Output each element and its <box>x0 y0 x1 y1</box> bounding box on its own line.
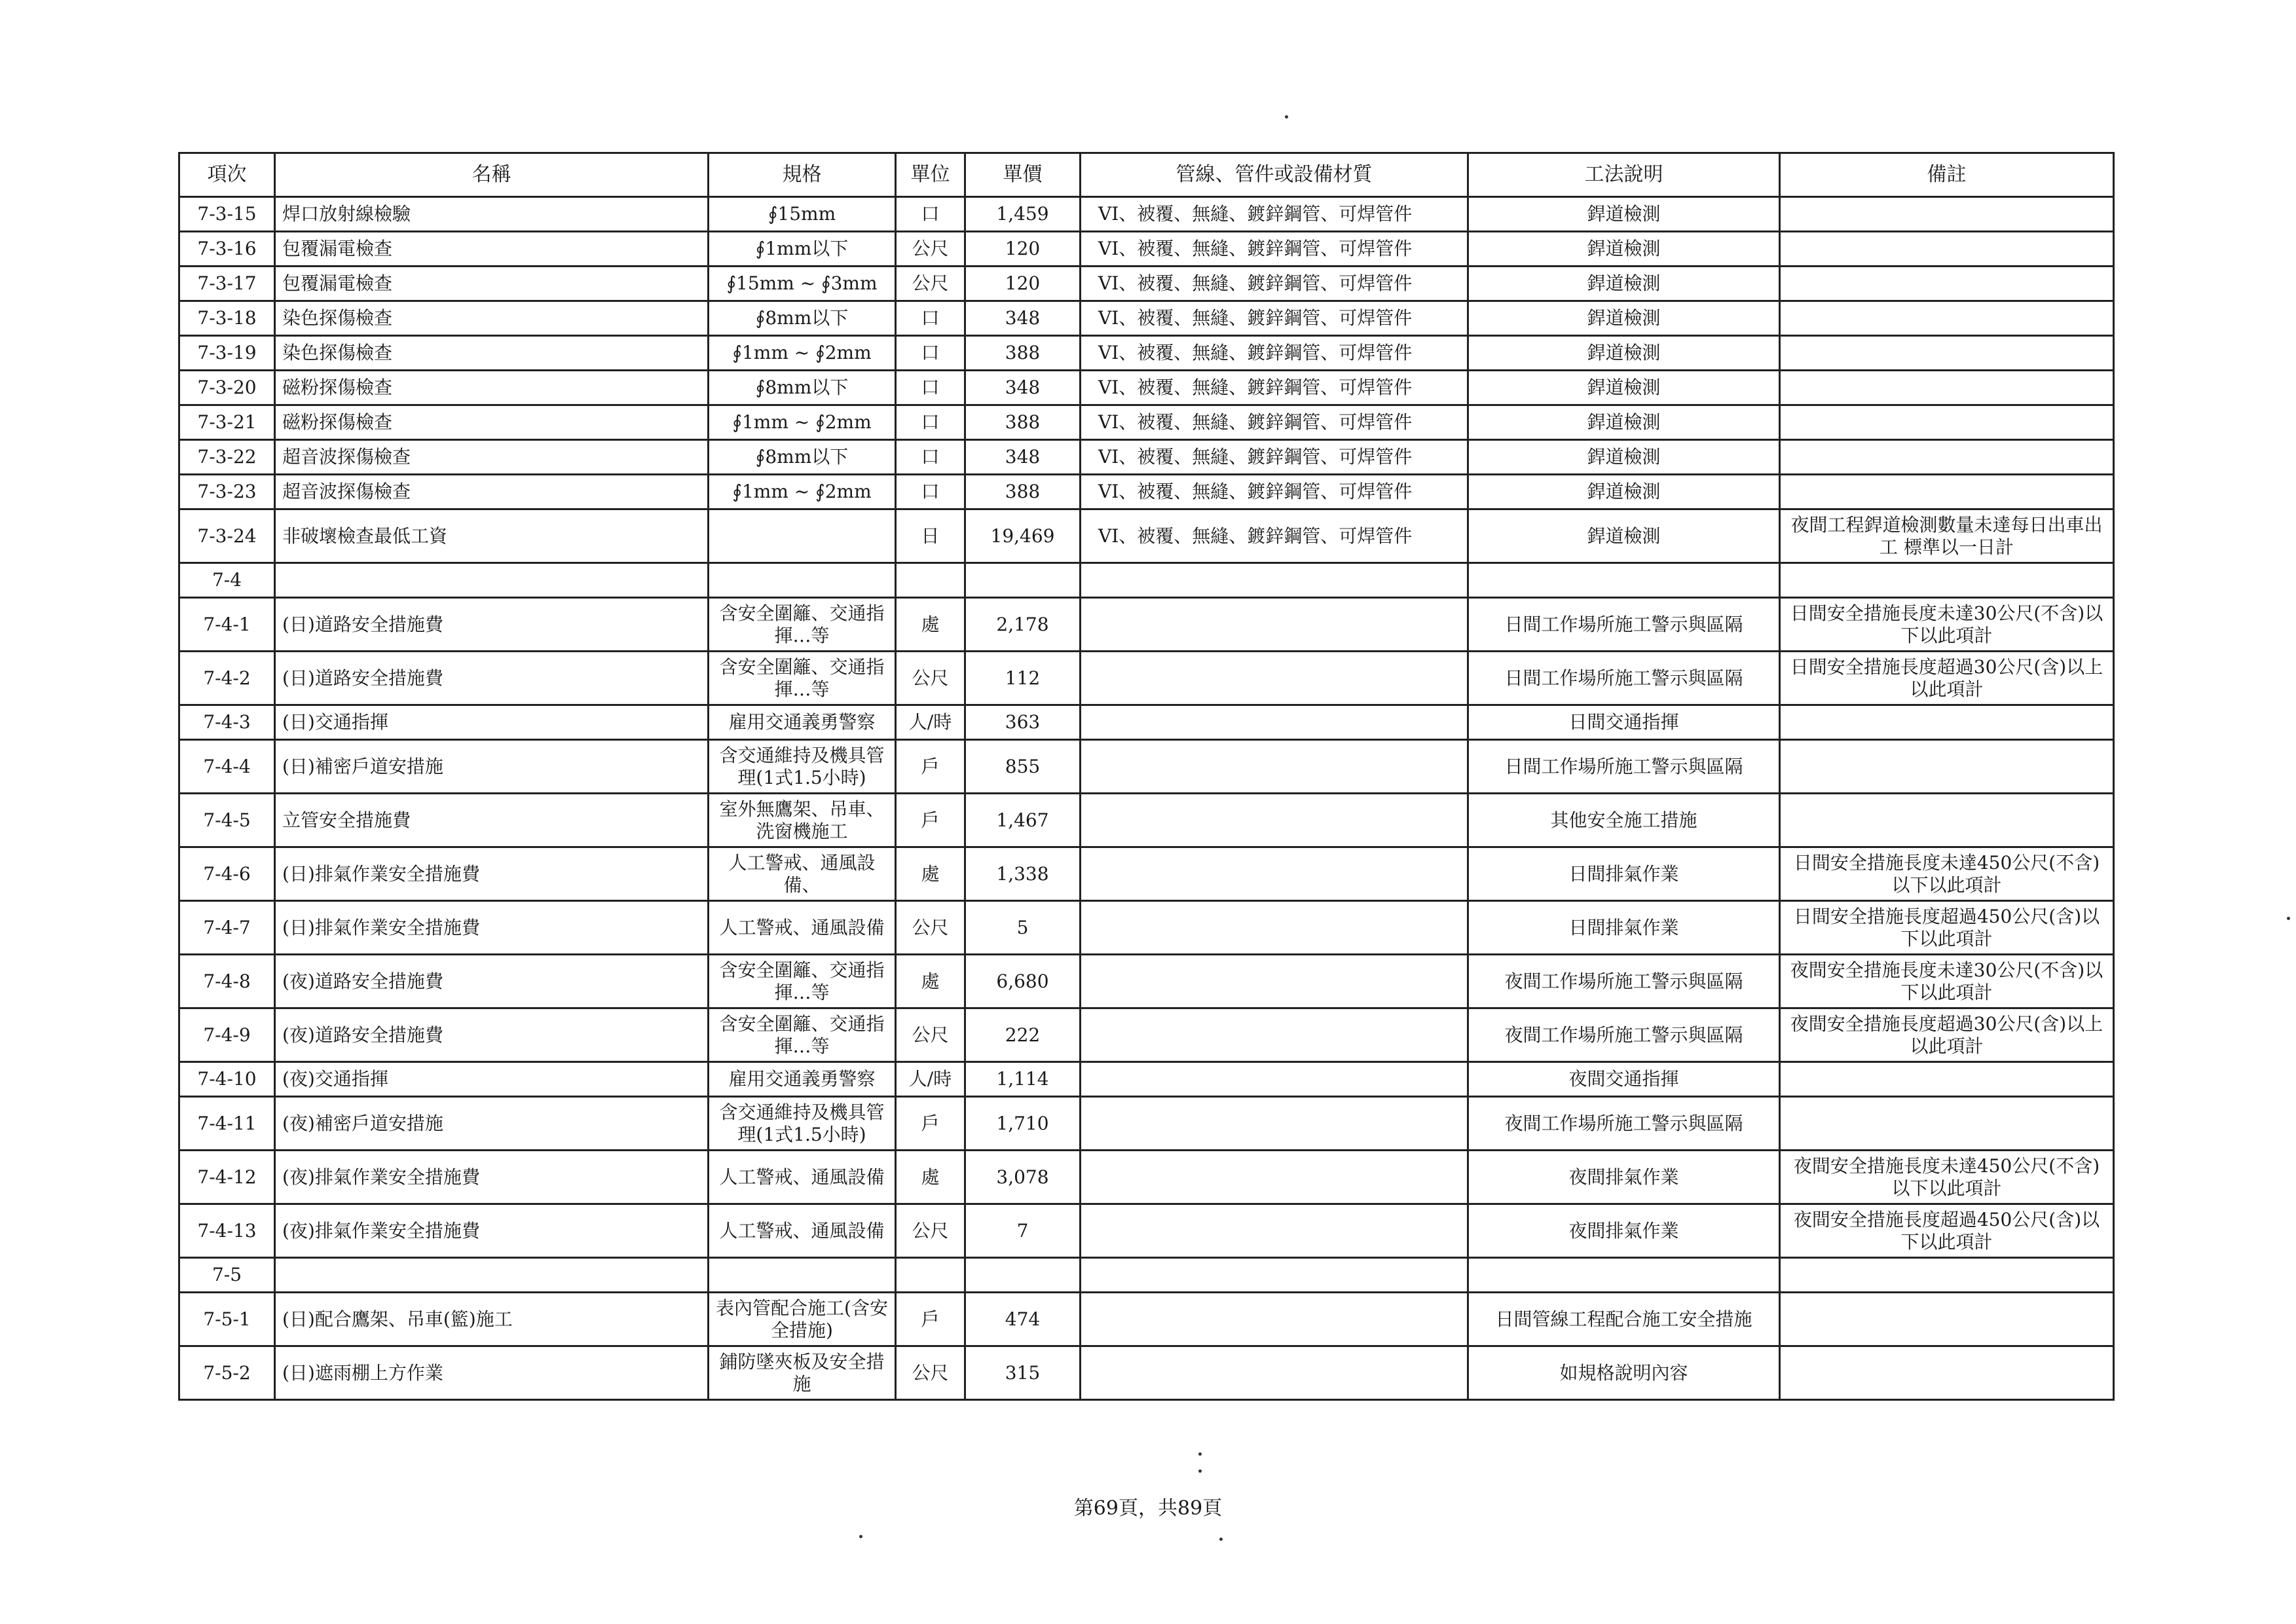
item-unit: 公尺 <box>896 1346 965 1400</box>
item-material <box>1081 740 1468 794</box>
item-method: 夜間交通指揮 <box>1468 1062 1780 1097</box>
item-material: VI、被覆、無縫、鍍鋅鋼管、可焊管件 <box>1081 405 1468 440</box>
item-method: 如規格說明內容 <box>1468 1346 1780 1400</box>
item-unit: 公尺 <box>896 232 965 267</box>
item-spec: 含安全圍籬、交通指揮…等 <box>709 652 896 705</box>
header-price: 單價 <box>965 153 1081 197</box>
item-spec: ∮15mm ~ ∮3mm <box>709 267 896 301</box>
page-number: 第69頁，共89頁 <box>1073 1497 1223 1520</box>
item-unit: 公尺 <box>896 1204 965 1258</box>
item-price: 112 <box>965 652 1081 705</box>
item-unit <box>896 1258 965 1293</box>
item-price: 1,338 <box>965 847 1081 901</box>
item-method: 銲道檢測 <box>1468 336 1780 371</box>
item-material: VI、被覆、無縫、鍍鋅鋼管、可焊管件 <box>1081 197 1468 232</box>
table-row <box>179 847 2114 901</box>
item-method: 日間工作場所施工警示與區隔 <box>1468 598 1780 652</box>
item-spec: 人工警戒、通風設備 <box>709 901 896 955</box>
item-unit: 公尺 <box>896 901 965 955</box>
item-price <box>965 563 1081 598</box>
header-unit: 單位 <box>896 153 965 197</box>
item-spec: 人工警戒、通風設備 <box>709 1204 896 1258</box>
item-method <box>1468 563 1780 598</box>
item-price: 388 <box>965 336 1081 371</box>
item-spec: 人工警戒、通風設備、 <box>709 847 896 901</box>
item-spec: ∮1mm ~ ∮2mm <box>709 475 896 509</box>
item-method: 日間交通指揮 <box>1468 705 1780 740</box>
item-note: 夜間安全措施長度超過450公尺(含)以下以此項計 <box>1780 1204 2114 1258</box>
item-note <box>1780 563 2114 598</box>
item-code: 7-5 <box>179 1258 275 1293</box>
item-method: 日間工作場所施工警示與區隔 <box>1468 740 1780 794</box>
item-name: (夜)交通指揮 <box>275 1062 709 1097</box>
item-price: 855 <box>965 740 1081 794</box>
item-code: 7-3-23 <box>179 475 275 509</box>
item-price: 315 <box>965 1346 1081 1400</box>
table-row <box>179 1097 2114 1151</box>
item-code: 7-3-17 <box>179 267 275 301</box>
item-code: 7-3-20 <box>179 371 275 405</box>
item-unit: 戶 <box>896 794 965 847</box>
item-code: 7-4-4 <box>179 740 275 794</box>
item-note <box>1780 440 2114 475</box>
item-material <box>1081 652 1468 705</box>
item-material <box>1081 1346 1468 1400</box>
item-price: 2,178 <box>965 598 1081 652</box>
item-code: 7-4-5 <box>179 794 275 847</box>
item-spec: 含安全圍籬、交通指揮…等 <box>709 598 896 652</box>
item-spec <box>709 509 896 563</box>
item-price: 388 <box>965 405 1081 440</box>
item-note: 夜間安全措施長度未達30公尺(不含)以下以此項計 <box>1780 955 2114 1008</box>
item-spec: 含交通維持及機具管理(1式1.5小時) <box>709 740 896 794</box>
item-unit: 口 <box>896 371 965 405</box>
item-price: 388 <box>965 475 1081 509</box>
item-material <box>1081 598 1468 652</box>
item-material <box>1081 1008 1468 1062</box>
header-name: 名稱 <box>275 153 709 197</box>
item-note: 日間安全措施長度超過30公尺(含)以上以此項計 <box>1780 652 2114 705</box>
scan-speck <box>1219 1538 1223 1541</box>
item-spec: ∮1mm以下 <box>709 232 896 267</box>
header-material: 管線、管件或設備材質 <box>1081 153 1468 197</box>
table-row <box>179 509 2114 563</box>
item-code: 7-5-2 <box>179 1346 275 1400</box>
item-name: (夜)道路安全措施費 <box>275 1008 709 1062</box>
item-method: 日間工作場所施工警示與區隔 <box>1468 652 1780 705</box>
item-note <box>1780 705 2114 740</box>
header-code: 項次 <box>179 153 275 197</box>
table-row <box>179 336 2114 371</box>
item-name: (夜)補密戶道安措施 <box>275 1097 709 1151</box>
item-material: VI、被覆、無縫、鍍鋅鋼管、可焊管件 <box>1081 232 1468 267</box>
item-material <box>1081 1204 1468 1258</box>
item-method: 銲道檢測 <box>1468 405 1780 440</box>
item-price: 6,680 <box>965 955 1081 1008</box>
item-name: 超音波探傷檢查 <box>275 440 709 475</box>
item-unit: 口 <box>896 475 965 509</box>
item-spec: ∮8mm以下 <box>709 371 896 405</box>
item-spec: ∮8mm以下 <box>709 440 896 475</box>
item-unit: 口 <box>896 405 965 440</box>
item-unit: 公尺 <box>896 1008 965 1062</box>
item-code: 7-3-16 <box>179 232 275 267</box>
item-material: VI、被覆、無縫、鍍鋅鋼管、可焊管件 <box>1081 267 1468 301</box>
table-row <box>179 1204 2114 1258</box>
item-name: (日)排氣作業安全措施費 <box>275 901 709 955</box>
item-material <box>1081 847 1468 901</box>
item-unit: 公尺 <box>896 652 965 705</box>
item-note: 日間安全措施長度超過450公尺(含)以下以此項計 <box>1780 901 2114 955</box>
item-name: 磁粉探傷檢查 <box>275 405 709 440</box>
item-price: 348 <box>965 440 1081 475</box>
item-unit: 人/時 <box>896 1062 965 1097</box>
item-code: 7-4-1 <box>179 598 275 652</box>
item-name <box>275 563 709 598</box>
table-row <box>179 1293 2114 1346</box>
table-body <box>179 197 2114 1400</box>
item-unit: 公尺 <box>896 267 965 301</box>
item-method: 銲道檢測 <box>1468 475 1780 509</box>
item-note <box>1780 267 2114 301</box>
item-method: 日間管線工程配合施工安全措施 <box>1468 1293 1780 1346</box>
item-material <box>1081 705 1468 740</box>
table-row <box>179 794 2114 847</box>
scan-speck <box>859 1535 862 1538</box>
header-spec: 規格 <box>709 153 896 197</box>
item-spec <box>709 1258 896 1293</box>
item-spec: 含安全圍籬、交通指揮…等 <box>709 1008 896 1062</box>
item-name: (夜)道路安全措施費 <box>275 955 709 1008</box>
item-spec: 含交通維持及機具管理(1式1.5小時) <box>709 1097 896 1151</box>
item-material: VI、被覆、無縫、鍍鋅鋼管、可焊管件 <box>1081 336 1468 371</box>
item-method: 日間排氣作業 <box>1468 901 1780 955</box>
item-unit: 戶 <box>896 1293 965 1346</box>
item-spec: 雇用交通義勇警察 <box>709 705 896 740</box>
item-material <box>1081 1258 1468 1293</box>
item-unit: 口 <box>896 336 965 371</box>
item-note: 夜間安全措施長度超過30公尺(含)以上以此項計 <box>1780 1008 2114 1062</box>
item-code: 7-4-12 <box>179 1151 275 1204</box>
item-method: 銲道檢測 <box>1468 371 1780 405</box>
table-row <box>179 405 2114 440</box>
item-name: 磁粉探傷檢查 <box>275 371 709 405</box>
table-row <box>179 267 2114 301</box>
item-note <box>1780 1293 2114 1346</box>
item-note: 日間安全措施長度未達30公尺(不含)以下以此項計 <box>1780 598 2114 652</box>
item-code: 7-4-7 <box>179 901 275 955</box>
table-row <box>179 232 2114 267</box>
item-name: 焊口放射線檢驗 <box>275 197 709 232</box>
item-unit: 日 <box>896 509 965 563</box>
item-price: 222 <box>965 1008 1081 1062</box>
item-code: 7-3-21 <box>179 405 275 440</box>
item-name: (夜)排氣作業安全措施費 <box>275 1151 709 1204</box>
item-name: (日)配合鷹架、吊車(籃)施工 <box>275 1293 709 1346</box>
table-row <box>179 371 2114 405</box>
item-note <box>1780 1062 2114 1097</box>
item-method: 夜間排氣作業 <box>1468 1204 1780 1258</box>
item-note <box>1780 794 2114 847</box>
item-price: 120 <box>965 267 1081 301</box>
item-unit: 處 <box>896 847 965 901</box>
item-code: 7-3-24 <box>179 509 275 563</box>
table-row <box>179 705 2114 740</box>
item-method: 其他安全施工措施 <box>1468 794 1780 847</box>
item-note <box>1780 371 2114 405</box>
item-material: VI、被覆、無縫、鍍鋅鋼管、可焊管件 <box>1081 509 1468 563</box>
table-row <box>179 740 2114 794</box>
table-row <box>179 197 2114 232</box>
item-name: (日)道路安全措施費 <box>275 652 709 705</box>
item-name: (日)道路安全措施費 <box>275 598 709 652</box>
item-method: 日間排氣作業 <box>1468 847 1780 901</box>
item-spec: ∮1mm ~ ∮2mm <box>709 336 896 371</box>
price-table-sheet <box>178 152 2115 1401</box>
item-code: 7-4-13 <box>179 1204 275 1258</box>
item-material: VI、被覆、無縫、鍍鋅鋼管、可焊管件 <box>1081 371 1468 405</box>
item-price: 474 <box>965 1293 1081 1346</box>
item-code: 7-3-22 <box>179 440 275 475</box>
item-spec: 含安全圍籬、交通指揮…等 <box>709 955 896 1008</box>
item-unit: 戶 <box>896 740 965 794</box>
item-method: 銲道檢測 <box>1468 509 1780 563</box>
item-method: 銲道檢測 <box>1468 267 1780 301</box>
item-unit: 口 <box>896 197 965 232</box>
item-spec: 人工警戒、通風設備 <box>709 1151 896 1204</box>
header-method: 工法說明 <box>1468 153 1780 197</box>
item-note <box>1780 1346 2114 1400</box>
item-unit: 人/時 <box>896 705 965 740</box>
item-price: 1,114 <box>965 1062 1081 1097</box>
item-method: 夜間工作場所施工警示與區隔 <box>1468 955 1780 1008</box>
item-method: 銲道檢測 <box>1468 301 1780 336</box>
table-row <box>179 652 2114 705</box>
table-row <box>179 1258 2114 1293</box>
item-spec <box>709 563 896 598</box>
item-code: 7-4-6 <box>179 847 275 901</box>
item-material <box>1081 1151 1468 1204</box>
table-row <box>179 955 2114 1008</box>
item-code: 7-4-9 <box>179 1008 275 1062</box>
unit-price-table <box>178 152 2115 1401</box>
item-spec: 室外無鷹架、吊車、洗窗機施工 <box>709 794 896 847</box>
table-row <box>179 1151 2114 1204</box>
table-row <box>179 475 2114 509</box>
item-price: 120 <box>965 232 1081 267</box>
table-row <box>179 1062 2114 1097</box>
item-material: VI、被覆、無縫、鍍鋅鋼管、可焊管件 <box>1081 475 1468 509</box>
item-price: 348 <box>965 371 1081 405</box>
item-unit <box>896 563 965 598</box>
item-spec: ∮1mm ~ ∮2mm <box>709 405 896 440</box>
item-name: 立管安全措施費 <box>275 794 709 847</box>
item-method: 銲道檢測 <box>1468 232 1780 267</box>
item-price: 5 <box>965 901 1081 955</box>
item-method: 夜間排氣作業 <box>1468 1151 1780 1204</box>
item-material: VI、被覆、無縫、鍍鋅鋼管、可焊管件 <box>1081 440 1468 475</box>
item-code: 7-4-11 <box>179 1097 275 1151</box>
item-name: (日)補密戶道安措施 <box>275 740 709 794</box>
table-row <box>179 901 2114 955</box>
item-material <box>1081 563 1468 598</box>
item-price: 19,469 <box>965 509 1081 563</box>
item-material <box>1081 794 1468 847</box>
item-unit: 戶 <box>896 1097 965 1151</box>
item-price: 363 <box>965 705 1081 740</box>
item-note <box>1780 301 2114 336</box>
item-price: 3,078 <box>965 1151 1081 1204</box>
item-method <box>1468 1258 1780 1293</box>
item-name: 染色探傷檢查 <box>275 301 709 336</box>
table-header-row <box>179 153 2114 197</box>
item-spec: ∮15mm <box>709 197 896 232</box>
item-material: VI、被覆、無縫、鍍鋅鋼管、可焊管件 <box>1081 301 1468 336</box>
scan-speck <box>1198 1452 1202 1456</box>
item-code: 7-3-15 <box>179 197 275 232</box>
item-name: (日)遮雨棚上方作業 <box>275 1346 709 1400</box>
item-unit: 處 <box>896 955 965 1008</box>
item-spec: 表內管配合施工(含安全措施) <box>709 1293 896 1346</box>
item-price: 1,467 <box>965 794 1081 847</box>
item-name: (夜)排氣作業安全措施費 <box>275 1204 709 1258</box>
item-name: 超音波探傷檢查 <box>275 475 709 509</box>
item-note <box>1780 197 2114 232</box>
table-row <box>179 301 2114 336</box>
item-note: 夜間安全措施長度未達450公尺(不含)以下以此項計 <box>1780 1151 2114 1204</box>
item-price: 1,459 <box>965 197 1081 232</box>
table-row <box>179 598 2114 652</box>
item-unit: 處 <box>896 1151 965 1204</box>
scan-speck <box>2287 917 2290 920</box>
item-code: 7-4-10 <box>179 1062 275 1097</box>
header-note: 備註 <box>1780 153 2114 197</box>
item-unit: 處 <box>896 598 965 652</box>
item-unit: 口 <box>896 440 965 475</box>
item-name: (日)排氣作業安全措施費 <box>275 847 709 901</box>
item-material <box>1081 1097 1468 1151</box>
item-unit: 口 <box>896 301 965 336</box>
item-note <box>1780 1258 2114 1293</box>
item-note <box>1780 1097 2114 1151</box>
item-note <box>1780 740 2114 794</box>
item-code: 7-4-3 <box>179 705 275 740</box>
item-material <box>1081 901 1468 955</box>
table-row <box>179 563 2114 598</box>
item-material <box>1081 1062 1468 1097</box>
item-spec: 鋪防墜夾板及安全措施 <box>709 1346 896 1400</box>
item-name: 包覆漏電檢查 <box>275 232 709 267</box>
item-name: (日)交通指揮 <box>275 705 709 740</box>
item-name <box>275 1258 709 1293</box>
item-code: 7-4 <box>179 563 275 598</box>
item-price: 348 <box>965 301 1081 336</box>
item-price: 7 <box>965 1204 1081 1258</box>
item-name: 染色探傷檢查 <box>275 336 709 371</box>
scan-speck <box>1198 1469 1202 1473</box>
item-name: 包覆漏電檢查 <box>275 267 709 301</box>
item-method: 夜間工作場所施工警示與區隔 <box>1468 1097 1780 1151</box>
item-note <box>1780 475 2114 509</box>
item-note <box>1780 336 2114 371</box>
item-method: 銲道檢測 <box>1468 440 1780 475</box>
item-code: 7-3-18 <box>179 301 275 336</box>
scan-speck <box>1285 115 1288 119</box>
item-code: 7-4-8 <box>179 955 275 1008</box>
item-name: 非破壞檢查最低工資 <box>275 509 709 563</box>
item-spec: ∮8mm以下 <box>709 301 896 336</box>
item-price: 1,710 <box>965 1097 1081 1151</box>
item-code: 7-4-2 <box>179 652 275 705</box>
item-note: 夜間工程銲道檢測數量未達每日出車出工 標準以一日計 <box>1780 509 2114 563</box>
item-price <box>965 1258 1081 1293</box>
table-row <box>179 1008 2114 1062</box>
item-material <box>1081 955 1468 1008</box>
table-row <box>179 1346 2114 1400</box>
item-code: 7-5-1 <box>179 1293 275 1346</box>
item-note <box>1780 405 2114 440</box>
item-note <box>1780 232 2114 267</box>
table-row <box>179 440 2114 475</box>
item-material <box>1081 1293 1468 1346</box>
item-method: 夜間工作場所施工警示與區隔 <box>1468 1008 1780 1062</box>
item-method: 銲道檢測 <box>1468 197 1780 232</box>
item-code: 7-3-19 <box>179 336 275 371</box>
item-spec: 雇用交通義勇警察 <box>709 1062 896 1097</box>
item-note: 日間安全措施長度未達450公尺(不含)以下以此項計 <box>1780 847 2114 901</box>
